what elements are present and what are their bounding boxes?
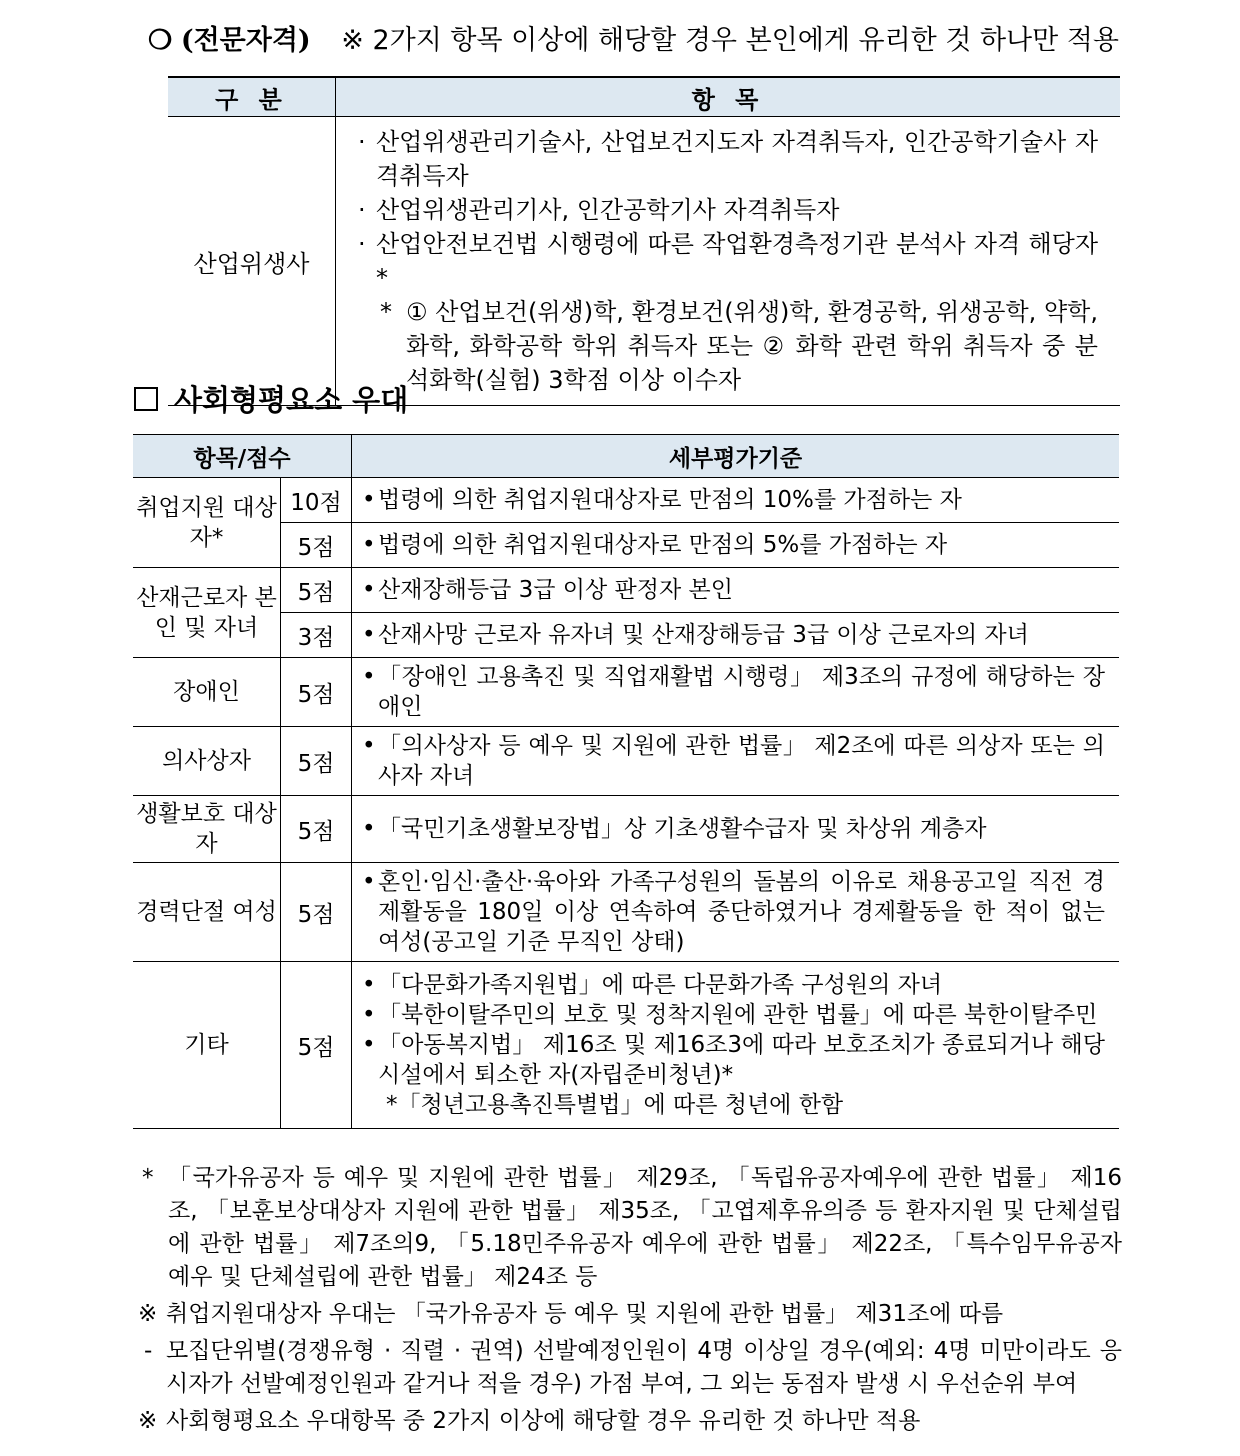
item-note: *「청년고용촉진특별법」에 따른 청년에 한함 [386, 1092, 844, 1118]
criteria-cell: • 혼인·임신·출산·육아와 가족구성원의 돌봄의 이유로 채용공고일 직전 경제활동을 180일 이상 연속하여 중단하였거나 경제활동을 한 적이 없는 여성(공고일 기준 무직인 상태) [352, 863, 1120, 962]
table-row [133, 727, 1119, 796]
header-category: 구 분 [168, 77, 336, 117]
criteria-cell: • 법령에 의한 취업지원대상자로 만점의 5%를 가점하는 자 [352, 523, 1120, 568]
criteria-cell: • 「국민기초생활보장법」상 기초생활수급자 및 차상위 계층자 [352, 796, 1120, 863]
table-row [133, 658, 1119, 727]
table-row [133, 613, 1119, 658]
footnote-law-list: * 「국가유공자 등 예우 및 지원에 관한 법률」 제29조, 「독립유공자예우에 관한 법률」 제16조, 「보훈보상대상자 지원에 관한 법률」 제35조, 「고엽제후유의증 등 환자지원 및 단체설립에 관한 법률」 제7조의9, 「5.18민주유공자 예우에 관한 법률」 제22조, 「특수임무유공자 예우 및 단체설립에 관한 법률」 제24조 등 [142, 1165, 1122, 1290]
criteria-cell: • 「장애인 고용촉진 및 직업재활법 시행령」 제3조의 규정에 해당하는 장애인 [352, 658, 1120, 727]
list-item: • 「다문화가족지원법」에 따른 다문화가족 구성원의 자녀 [362, 972, 943, 998]
footnote-recruitment-unit: - 모집단위별(경쟁유형 · 직렬 · 권역) 선발예정인원이 4명 이상일 경우(예외: 4명 미만이라도 응시자가 선발예정인원과 같거나 적을 경우) 가점 부여, 그 외는 동점자 발생 시 우선순위 부여 [144, 1338, 1122, 1397]
criteria-cell: • 법령에 의한 취업지원대상자로 만점의 10%를 가점하는 자 [352, 478, 1120, 523]
table-row [133, 796, 1119, 863]
table-header-row [168, 77, 1120, 117]
section-heading: 사회형평요소 우대 [174, 383, 409, 417]
category-cell: 생활보호 대상자 [133, 796, 281, 863]
score-cell: 5점 [281, 796, 352, 863]
header-criteria: 세부평가기준 [352, 435, 1120, 478]
items-cell [336, 117, 1121, 406]
category-cell: 의사상자 [133, 727, 281, 796]
table-row [168, 117, 1120, 406]
table-row [133, 568, 1119, 613]
circle-bullet-icon: ❍ [148, 25, 173, 56]
table-row [133, 962, 1119, 1129]
section-title-social-equity [134, 378, 408, 419]
professional-qualification-table [168, 76, 1120, 406]
social-equity-table [133, 434, 1119, 1129]
category-cell: 산업위생사 [168, 117, 336, 406]
category-cell: 경력단절 여성 [133, 863, 281, 962]
section-heading: (전문자격) [180, 25, 311, 56]
list-item: • 「북한이탈주민의 보호 및 정착지원에 관한 법률」에 따른 북한이탈주민 [362, 1002, 1098, 1028]
section-note: ※ 2가지 항목 이상에 해당할 경우 본인에게 유리한 것 하나만 적용 [341, 25, 1119, 56]
score-cell: 5점 [281, 523, 352, 568]
checkbox-square-icon [134, 387, 158, 411]
table-row [133, 478, 1119, 523]
score-cell: 5점 [281, 568, 352, 613]
header-item-score: 항목/점수 [133, 435, 352, 478]
criteria-cell: • 「의사상자 등 예우 및 지원에 관한 법률」 제2조에 따른 의상자 또는 의사자 자녀 [352, 727, 1120, 796]
score-cell: 5점 [281, 863, 352, 962]
list-item: • 「아동복지법」 제16조 및 제16조3에 따라 보호조치가 종료되거나 해당시설에서 퇴소한 자(자립준비청년)* [362, 1032, 1105, 1088]
list-item: · 산업위생관리기술사, 산업보건지도자 자격취득자, 인간공학기술사 자격취득자 [358, 128, 1098, 190]
score-cell: 10점 [281, 478, 352, 523]
score-cell: 5점 [281, 962, 352, 1129]
section-title-professional-qualification [148, 18, 1119, 57]
item-note: * ① 산업보건(위생)학, 환경보건(위생)학, 환경공학, 위생공학, 약학, 화학, 화학공학 학위 취득자 또는 ② 화학 관련 학위 취득자 중 분석화학(실험) 3학점 이상 이수자 [380, 298, 1098, 394]
table-row [133, 863, 1119, 962]
category-cell: 기타 [133, 962, 281, 1129]
criteria-cell: • 산재사망 근로자 유자녀 및 산재장해등급 3급 이상 근로자의 자녀 [352, 613, 1120, 658]
criteria-cell [352, 962, 1120, 1129]
table-header-row [133, 435, 1119, 478]
category-cell: 취업지원 대상자* [133, 478, 281, 568]
score-cell: 5점 [281, 658, 352, 727]
category-cell: 장애인 [133, 658, 281, 727]
list-item: · 산업안전보건법 시행령에 따른 작업환경측정기관 분석사 자격 해당자* [358, 230, 1098, 292]
footnote-employment-support: ※ 취업지원대상자 우대는 「국가유공자 등 예우 및 지원에 관한 법률」 제31조에 따름 [138, 1301, 1004, 1327]
header-items: 항 목 [336, 77, 1121, 117]
score-cell: 3점 [281, 613, 352, 658]
list-item: · 산업위생관리기사, 인간공학기사 자격취득자 [358, 196, 840, 224]
footnotes [138, 1162, 1122, 1438]
category-cell: 산재근로자 본인 및 자녀 [133, 568, 281, 658]
footnote-duplicate-items: ※ 사회형평요소 우대항목 중 2가지 이상에 해당할 경우 유리한 것 하나만 적용 [138, 1408, 921, 1434]
criteria-cell: • 산재장해등급 3급 이상 판정자 본인 [352, 568, 1120, 613]
score-cell: 5점 [281, 727, 352, 796]
table-row [133, 523, 1119, 568]
